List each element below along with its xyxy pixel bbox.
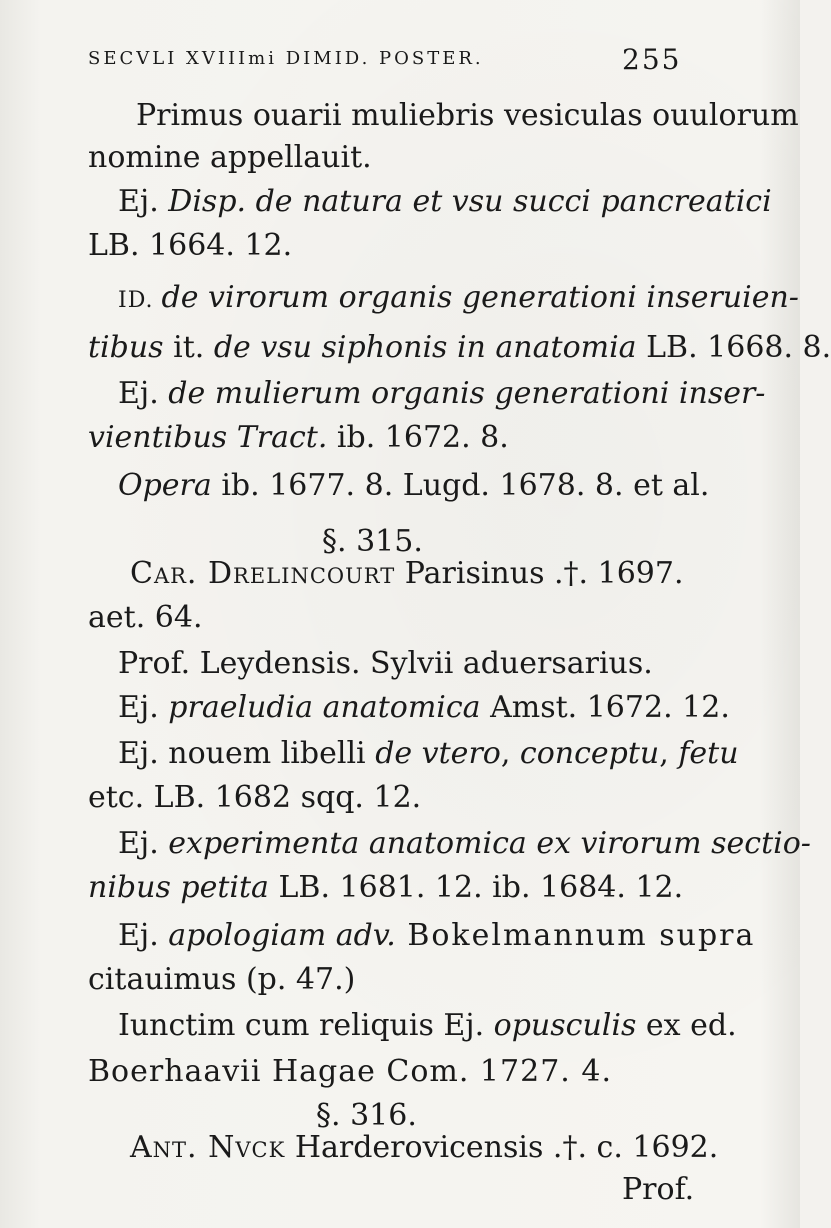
imprint: ib. 1672. 8. [327, 420, 509, 455]
author-details: Parisinus .†. 1697. [395, 556, 684, 591]
text-line: citauimus (p. 47.) [88, 962, 356, 997]
imprint: Amst. 1672. 12. [480, 690, 730, 725]
citation-line [118, 690, 730, 726]
citation-line [118, 918, 755, 954]
citation-line [118, 376, 765, 412]
catchword: Prof. [622, 1172, 695, 1207]
imprint: LB. 1681. 12. ib. 1684. 12. [268, 870, 684, 905]
citation-line [118, 1008, 737, 1044]
author-ref: ID. [118, 288, 162, 313]
work-title: vientibus Tract. [88, 420, 328, 455]
citation-line [88, 870, 683, 906]
author-ref: Ej. [118, 918, 169, 953]
imprint: ex ed. [636, 1008, 737, 1043]
work-title: de vsu siphonis in anatomia [213, 330, 637, 365]
text-line: Boerhaavii Hagae Com. 1727. 4. [88, 1054, 612, 1089]
running-title: SECVLI XVIIImi DIMID. POSTER. [88, 48, 484, 69]
punctuation: , [659, 736, 679, 771]
author-details: Harderovicensis .†. c. 1692. [285, 1130, 719, 1165]
connector-text: Iunctim cum reliquis Ej. [118, 1008, 494, 1043]
author-name: Car. Drelincourt [130, 556, 396, 591]
text-line: etc. LB. 1682 sqq. 12. [88, 780, 422, 815]
work-title: experimenta anatomica ex virorum sectio- [168, 826, 811, 861]
author-ref: Ej. [118, 376, 169, 411]
author-ref: Ej. [118, 826, 169, 861]
citation-line [118, 280, 799, 319]
page-number: 255 [622, 43, 682, 76]
work-title: conceptu [519, 736, 660, 771]
work-title: nibus petita [88, 870, 269, 905]
author-entry [130, 556, 684, 592]
imprint: ib. 1677. 8. Lugd. 1678. 8. et al. [211, 468, 710, 503]
work-title: Disp. de natura et vsu succi pancreatici [168, 184, 772, 219]
work-title: de vtero [375, 736, 501, 771]
connector-text: it. [163, 330, 214, 365]
work-title: tibus [88, 330, 164, 365]
punctuation: , [500, 736, 520, 771]
text-line: nomine appellauit. [88, 140, 372, 175]
citation-line [118, 184, 772, 220]
work-title: apologiam adv. [168, 918, 396, 953]
author-name: Ant. Nvck [130, 1130, 286, 1165]
connector-text: Bokelmannum supra [395, 918, 756, 953]
work-title: Opera [118, 468, 212, 503]
work-title: opusculis [493, 1008, 637, 1043]
work-title: fetu [678, 736, 739, 771]
citation-line [118, 826, 811, 862]
author-entry [130, 1130, 718, 1166]
work-title: de virorum organis generationi inseruien- [161, 280, 799, 315]
work-title: praeludia anatomica [168, 690, 481, 725]
section-number: §. 316. [316, 1098, 417, 1133]
author-ref: Ej. nouem libelli [118, 736, 376, 771]
citation-line [88, 420, 509, 456]
citation-line [118, 736, 739, 772]
text-line: Prof. Leydensis. Sylvii aduersarius. [118, 646, 653, 681]
text-line: LB. 1664. 12. [88, 228, 293, 263]
text-line: Primus ouarii muliebris vesiculas ouulorum [136, 98, 799, 133]
section-number: §. 315. [322, 524, 423, 559]
citation-line [88, 330, 831, 366]
work-title: de mulierum organis generationi inser- [168, 376, 766, 411]
text-line: aet. 64. [88, 600, 203, 635]
author-ref: Ej. [118, 690, 169, 725]
imprint: LB. 1668. 8. [636, 330, 831, 365]
author-ref: Ej. [118, 184, 169, 219]
citation-line [118, 468, 709, 504]
